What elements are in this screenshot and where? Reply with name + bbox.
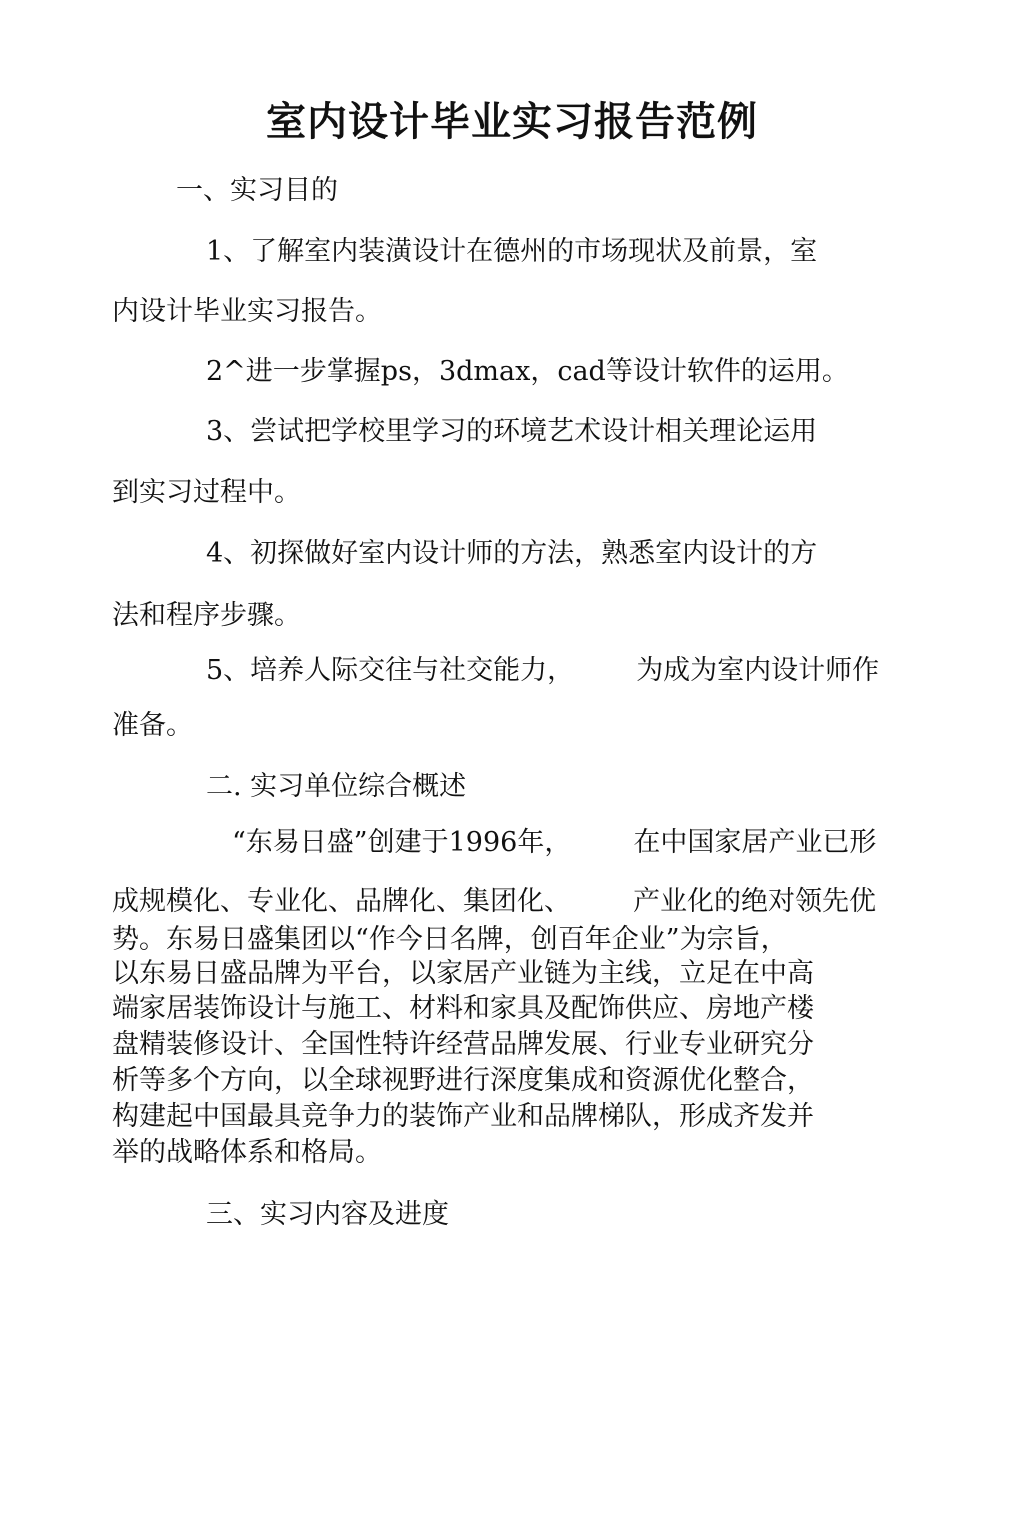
- section-2-heading: 二. 实习单位综合概述: [206, 771, 467, 802]
- section-1-heading: 一、实习目的: [176, 175, 338, 206]
- item-2: 2^进一步掌握ps，3dmax，cad等设计软件的运用。: [206, 356, 849, 387]
- item-3-line-2: 到实习过程中。: [112, 477, 301, 508]
- item-5-line-1-part-a: 5、培养人际交往与社交能力，: [206, 655, 575, 686]
- overview-line-1-part-a: “东易日盛”创建于1996年，: [232, 827, 572, 858]
- section-3-heading: 三、实习内容及进度: [206, 1199, 449, 1230]
- document-title: 室内设计毕业实习报告范例: [266, 98, 758, 145]
- overview-line-2-part-b: 产业化的绝对领先优: [633, 886, 876, 917]
- overview-line-8: 构建起中国最具竞争力的装饰产业和品牌梯队，形成齐发并: [112, 1101, 814, 1132]
- item-5-line-2: 准备。: [112, 710, 193, 741]
- overview-line-2: [112, 885, 876, 919]
- overview-line-7: 析等多个方向，以全球视野进行深度集成和资源优化整合，: [112, 1065, 814, 1096]
- item-1-line-1: 1、了解室内装潢设计在德州的市场现状及前景，室: [206, 236, 818, 267]
- item-1-line-2: 内设计毕业实习报告。: [112, 296, 382, 327]
- overview-line-3: 势。东易日盛集团以“作今日名牌，创百年企业”为宗旨，: [112, 924, 788, 955]
- item-5-line-1-part-b: 为成为室内设计师作: [636, 655, 880, 686]
- item-3-line-1: 3、尝试把学校里学习的环境艺术设计相关理论运用: [206, 416, 818, 447]
- item-4-line-1: 4、初探做好室内设计师的方法，熟悉室内设计的方: [206, 538, 818, 569]
- item-4-line-2: 法和程序步骤。: [112, 600, 301, 631]
- item-5-line-1: [206, 654, 879, 688]
- overview-line-2-part-a: 成规模化、专业化、品牌化、集团化、: [112, 886, 571, 917]
- overview-line-9: 举的战略体系和格局。: [112, 1137, 382, 1168]
- overview-line-6: 盘精装修设计、全国性特许经营品牌发展、行业专业研究分: [112, 1029, 814, 1060]
- overview-line-5: 端家居装饰设计与施工、材料和家具及配饰供应、房地产楼: [112, 993, 814, 1024]
- overview-line-4: 以东易日盛品牌为平台，以家居产业链为主线，立足在中高: [112, 958, 814, 989]
- overview-line-1: [232, 826, 876, 860]
- overview-line-1-part-b: 在中国家居产业已形: [633, 827, 877, 858]
